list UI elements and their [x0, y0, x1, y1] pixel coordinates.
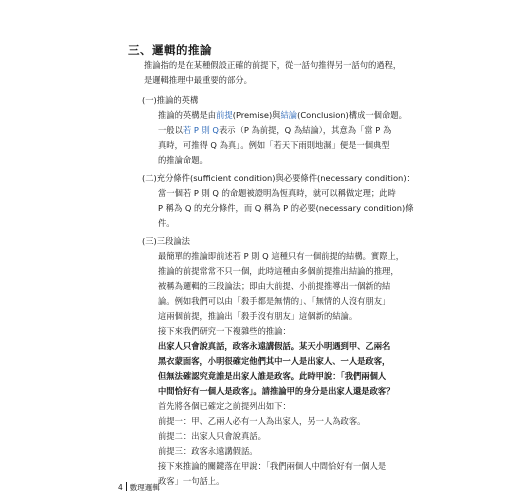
- subsection-title-2: (二)充分條件(sufficient condition)與必要條件(necessary condition)：: [142, 173, 415, 183]
- intro-line: 是邏輯推理中最重要的部分。: [144, 75, 252, 85]
- page-footer: [118, 482, 160, 493]
- paragraph-line: 政客」一句話上。: [158, 476, 225, 486]
- puzzle-line: 中間恰好有一個人是政客」。請推論甲的身分是出家人還是政客？: [158, 386, 395, 396]
- paragraph-line: [158, 108, 407, 124]
- text-run: (Conclusion)構成一個命題。: [297, 110, 407, 120]
- paragraph-line: 推論的前提常常不只一個，此時這種由多個前提推出結論的推理，: [158, 266, 399, 276]
- term-premise: 前提: [216, 110, 233, 120]
- premise-line: 前提二：出家人只會說真話。: [158, 431, 266, 441]
- paragraph-line: 這兩個前提，推論出「殺手沒有朋友」這個新的結論。: [158, 311, 358, 321]
- page-number: 4: [118, 483, 123, 492]
- puzzle-line: 但無法確認究竟誰是出家人誰是政客。此時甲說：「我們兩個人: [158, 371, 387, 381]
- premise-line: 前提三：政客永遠講假話。: [158, 446, 258, 456]
- puzzle-line: 黑衣蒙面客，小明很確定他們其中一人是出家人、一人是政客，: [158, 356, 391, 366]
- paragraph-line: 件。: [158, 218, 175, 228]
- paragraph-line: 被稱為邏輯的三段論法；即由大前提、小前提推導出一個新的結: [158, 281, 391, 291]
- paragraph-line: [158, 123, 391, 139]
- paragraph-line: 最簡單的推論即前述若 P 則 Q 這種只有一個前提的結構。實際上，: [158, 251, 405, 261]
- paragraph-line: 論。例如我們可以由「殺手都是無情的」、「無情的人沒有朋友」: [158, 296, 391, 306]
- paragraph-line: 真時，可推得 Q 為真」。例如「若天下雨則地濕」便是一個典型: [158, 140, 390, 150]
- paragraph-line: 接下來我們研究一下複雜些的推論：: [158, 326, 291, 336]
- term-if-then: 若 P 則 Q: [182, 125, 219, 135]
- text-run: 一般以: [158, 125, 183, 135]
- puzzle-line: 出家人只會說真話，政客永遠講假話。某天小明遇到甲、乙兩名: [158, 341, 391, 351]
- paragraph-line: P 稱為 Q 的充分條件，而 Q 稱為 P 的必要(necessary condition)條: [158, 203, 414, 213]
- text-run: 表示（P 為前提，Q 為結論），其意為「當 P 為: [218, 125, 392, 135]
- book-title: 數理邏輯: [129, 483, 160, 492]
- premise-line: 前提一：甲、乙兩人必有一人為出家人，另一人為政客。: [158, 416, 366, 426]
- paragraph-line: 首先將各個已確定之前提列出如下：: [158, 401, 291, 411]
- paragraph-line: 接下來推論的關鍵落在甲說：「我們兩個人中間恰好有一個人是: [158, 461, 387, 471]
- paragraph-line: 當一個若 P 則 Q 的命題被證明為恆真時，就可以稱做定理；此時: [158, 188, 396, 198]
- paragraph-line: 的推論命題。: [158, 155, 208, 165]
- text-run: 推論的英構是由: [158, 110, 217, 120]
- section-title: 三、邏輯的推論: [128, 43, 212, 57]
- intro-line: 推論指的是在某種假設正確的前提下，從一話句推得另一話句的過程，: [144, 60, 402, 70]
- footer-divider: [126, 482, 127, 491]
- text-run: (Premise)與: [232, 110, 281, 120]
- term-conclusion: 結論: [280, 110, 298, 120]
- subsection-title-3: (三)三段論法: [142, 236, 190, 246]
- subsection-title-1: (一)推論的英構: [142, 95, 199, 105]
